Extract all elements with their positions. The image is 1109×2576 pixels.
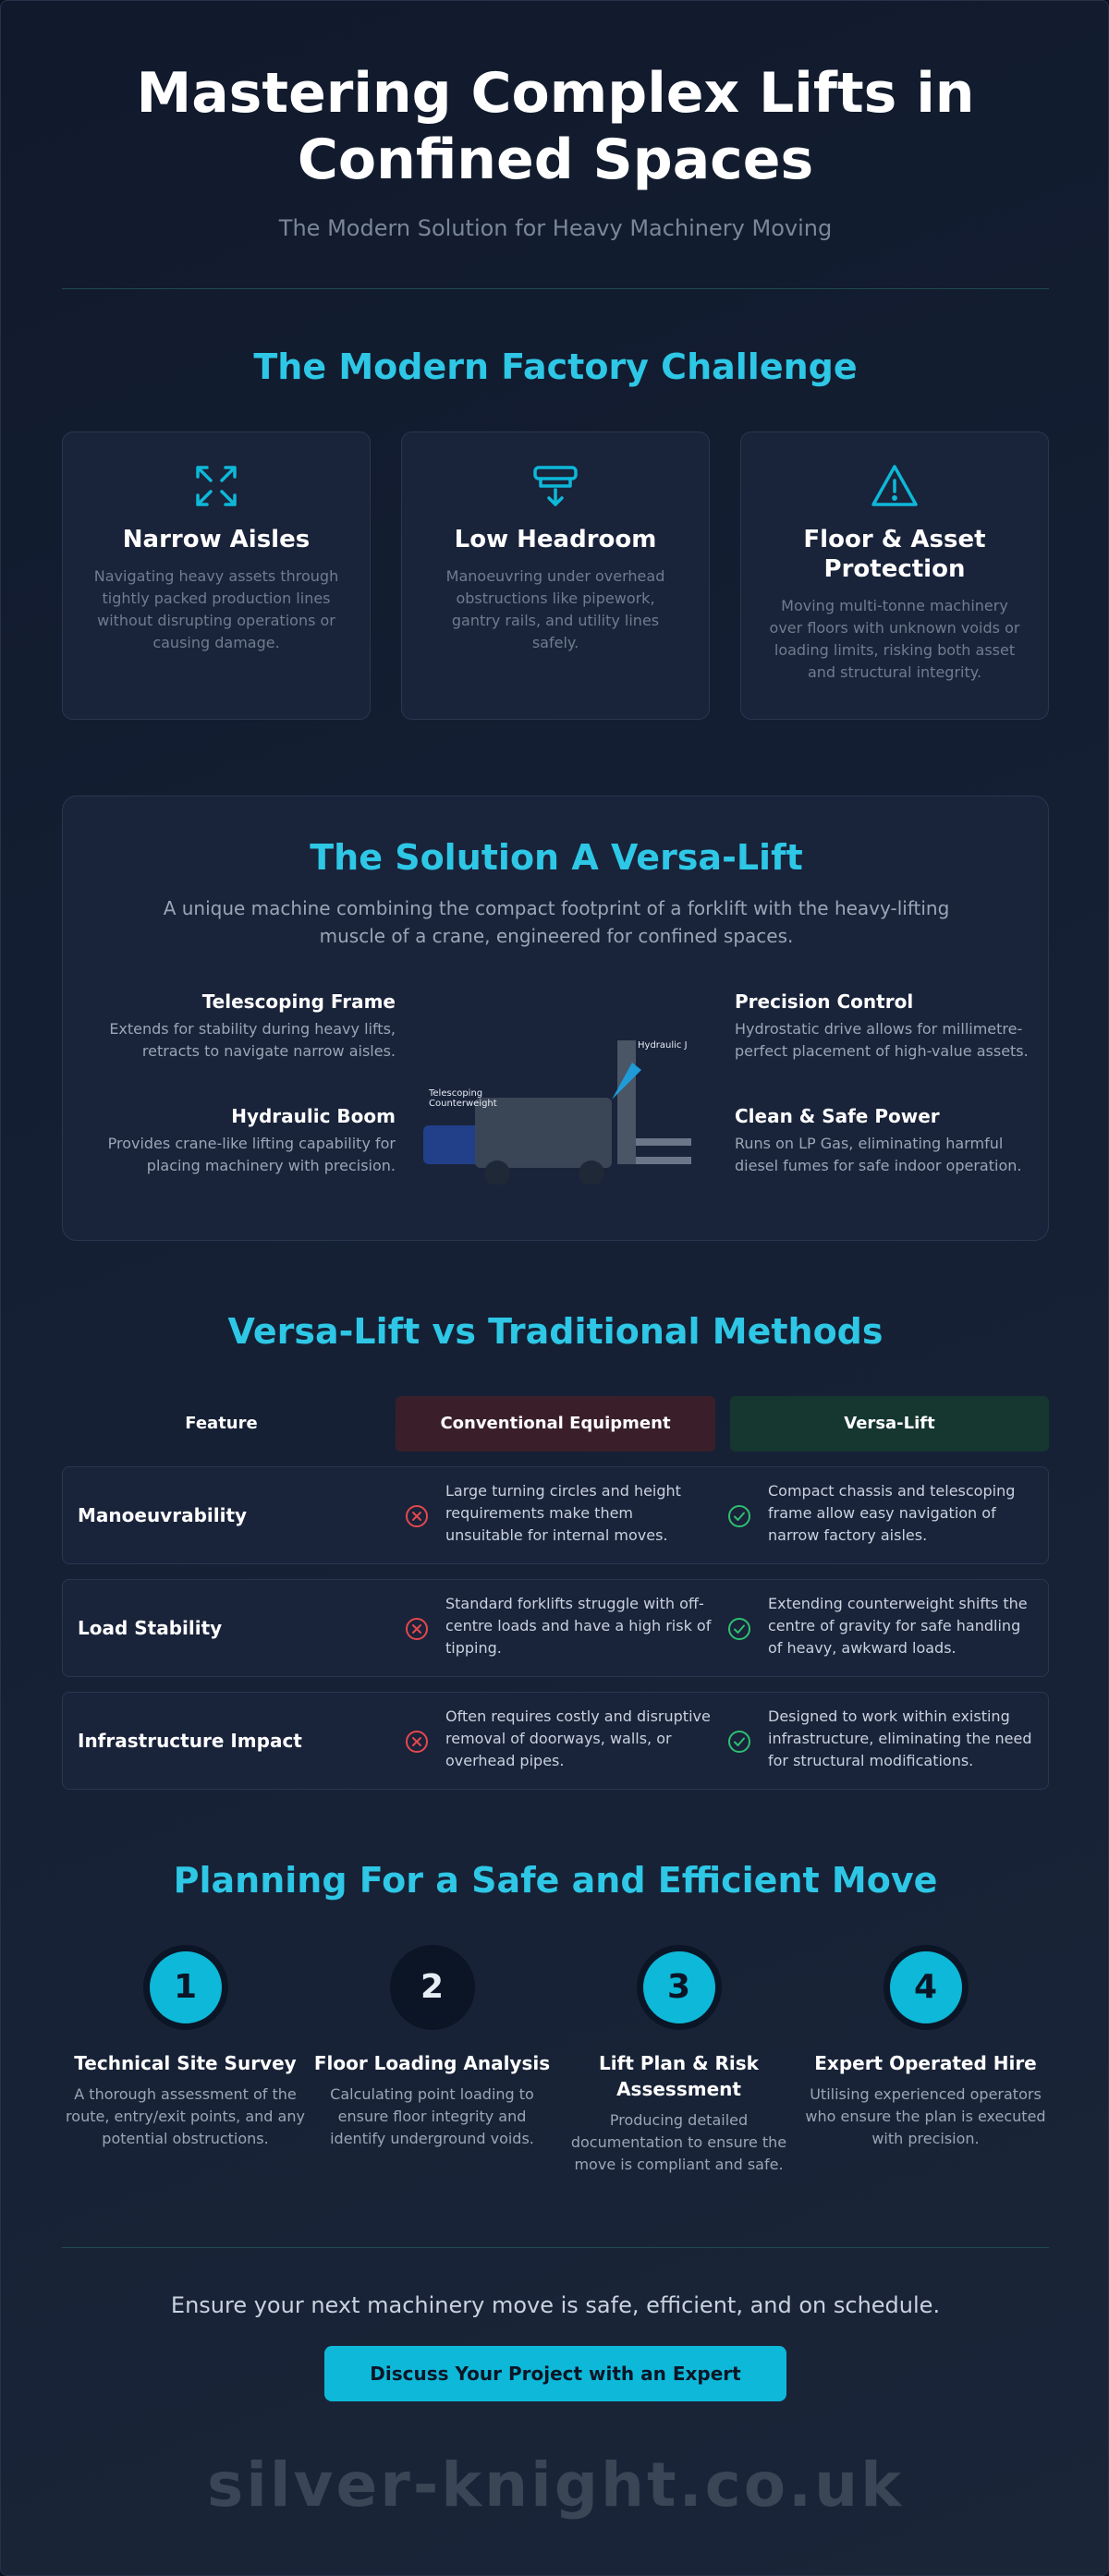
versa-lift-diagram bbox=[423, 1018, 701, 1185]
headroom-pipe-icon bbox=[531, 462, 579, 510]
card-text: Manoeuvring under overhead obstructions like pipework, gantry rails, and utility lines safely. bbox=[445, 567, 665, 651]
card-title: Floor & Asset Protection bbox=[803, 526, 986, 583]
step-text: A thorough assessment of the route, entry/exit points, and any potential obstructions. bbox=[66, 2085, 305, 2147]
row-versa-lift: Extending counterweight shifts the centre of gravity for safe handling of heavy, awkward loads. bbox=[768, 1595, 1028, 1657]
feature-text: Extends for stability during heavy lifts, retracts to navigate narrow aisles. bbox=[109, 1020, 396, 1060]
step-number-badge: 3 bbox=[637, 1945, 722, 2030]
counterweight-label-line-2: Counterweight bbox=[429, 1099, 497, 1109]
feature-telescoping-frame bbox=[100, 990, 396, 1063]
brand-url: silver-knight.co.uk bbox=[206, 2449, 905, 2521]
check-circle-icon bbox=[727, 1504, 751, 1528]
feature-title: Clean & Safe Power bbox=[735, 1105, 940, 1127]
fork-lower bbox=[636, 1157, 691, 1164]
planning-steps bbox=[62, 1945, 1049, 2185]
card-title: Low Headroom bbox=[454, 526, 657, 553]
solution-panel bbox=[62, 796, 1049, 1241]
step-text: Utilising experienced operators who ensure the plan is executed with precision. bbox=[805, 2085, 1046, 2147]
feature-text: Runs on LP Gas, eliminating harmful diesel fumes for safe indoor operation. bbox=[735, 1135, 1022, 1174]
feature-title: Precision Control bbox=[735, 990, 914, 1013]
step-title: Lift Plan & Risk Assessment bbox=[599, 2052, 759, 2100]
card-text: Moving multi-tonne machinery over floors with unknown voids or loading limits, risking both asset and structural integrity. bbox=[769, 597, 1020, 681]
row-feature: Infrastructure Impact bbox=[78, 1730, 302, 1752]
cross-circle-icon bbox=[405, 1617, 429, 1641]
step-title: Floor Loading Analysis bbox=[313, 2052, 551, 2074]
cross-circle-icon bbox=[405, 1504, 429, 1528]
check-circle-icon bbox=[727, 1617, 751, 1641]
table-row bbox=[62, 1692, 1049, 1790]
card-text: Navigating heavy assets through tightly packed production lines without disrupting operations or causing damage. bbox=[93, 567, 339, 651]
row-conventional: Large turning circles and height requirements make them unsuitable for internal moves. bbox=[445, 1482, 681, 1544]
comparison-table-header bbox=[62, 1396, 1049, 1452]
header-feature: Feature bbox=[185, 1414, 258, 1433]
cross-circle-icon bbox=[405, 1730, 429, 1754]
fork-upper bbox=[636, 1138, 691, 1146]
row-versa-lift: Designed to work within existing infrastructure, eliminating the need for structural modifications. bbox=[768, 1707, 1032, 1769]
step-text: Calculating point loading to ensure floor integrity and identify underground voids. bbox=[330, 2085, 534, 2147]
feature-text: Hydrostatic drive allows for millimetre-perfect placement of high-value assets. bbox=[735, 1020, 1029, 1060]
feature-clean-safe-power bbox=[735, 1105, 1030, 1177]
row-conventional: Standard forklifts struggle with off-centre loads and have a high risk of tipping. bbox=[445, 1595, 712, 1657]
step-number-badge: 4 bbox=[884, 1945, 969, 2030]
counterweight-shape bbox=[423, 1125, 481, 1164]
challenge-card-floor-protection bbox=[740, 431, 1049, 720]
mast-shape bbox=[617, 1040, 636, 1164]
feature-text: Provides crane-like lifting capability for placing machinery with precision. bbox=[107, 1135, 396, 1174]
step-number-badge: 2 bbox=[390, 1945, 475, 2030]
solution-description: A unique machine combining the compact footprint of a forklift with the heavy-lifting muscle of a crane, engineered for confined spaces. bbox=[163, 897, 950, 947]
step-floor-loading bbox=[309, 1945, 555, 2150]
row-conventional: Often requires costly and disruptive removal of doorways, walls, or overhead pipes. bbox=[445, 1707, 711, 1769]
row-versa-lift: Compact chassis and telescoping frame allow easy navigation of narrow factory aisles. bbox=[768, 1482, 1016, 1544]
feature-title: Telescoping Frame bbox=[201, 990, 396, 1013]
step-title: Technical Site Survey bbox=[74, 2052, 297, 2074]
header-conventional: Conventional Equipment bbox=[396, 1396, 715, 1452]
feature-precision-control bbox=[735, 990, 1030, 1063]
challenge-card-low-headroom bbox=[401, 431, 710, 720]
challenge-section-title: The Modern Factory Challenge bbox=[253, 346, 858, 387]
page-title-line-1: Mastering Complex Lifts in bbox=[136, 61, 975, 126]
challenge-card-narrow-aisles bbox=[62, 431, 371, 720]
step-title: Expert Operated Hire bbox=[814, 2052, 1037, 2074]
table-row bbox=[62, 1579, 1049, 1677]
header-versa-lift: Versa-Lift bbox=[730, 1396, 1049, 1452]
expand-arrows-icon bbox=[192, 462, 240, 510]
row-feature: Load Stability bbox=[78, 1617, 223, 1639]
step-text: Producing detailed documentation to ensure the move is compliant and safe. bbox=[570, 2111, 787, 2173]
table-row bbox=[62, 1466, 1049, 1564]
step-lift-plan bbox=[555, 1945, 802, 2176]
feature-hydraulic-boom bbox=[100, 1105, 396, 1177]
step-site-survey bbox=[62, 1945, 309, 2150]
discuss-project-button[interactable]: Discuss Your Project with an Expert bbox=[324, 2346, 786, 2401]
header-divider bbox=[62, 288, 1049, 289]
counterweight-label-line-1: Telescoping bbox=[429, 1088, 483, 1099]
page-title bbox=[1, 60, 1109, 193]
check-circle-icon bbox=[727, 1730, 751, 1754]
step-number-badge: 1 bbox=[143, 1945, 228, 2030]
step-operated-hire bbox=[802, 1945, 1049, 2150]
page-subtitle: The Modern Solution for Heavy Machinery Moving bbox=[278, 215, 833, 241]
planning-section-title: Planning For a Safe and Efficient Move bbox=[173, 1860, 938, 1901]
comparison-section-title: Versa-Lift vs Traditional Methods bbox=[227, 1311, 884, 1352]
challenge-cards bbox=[62, 431, 1049, 720]
card-title: Narrow Aisles bbox=[122, 526, 311, 553]
footer-divider bbox=[62, 2247, 1049, 2248]
row-feature: Manoeuvrability bbox=[78, 1504, 248, 1526]
jib-label: Hydraulic J bbox=[638, 1040, 688, 1051]
feature-title: Hydraulic Boom bbox=[231, 1105, 396, 1127]
warning-triangle-icon bbox=[871, 462, 919, 510]
solution-title: The Solution A Versa-Lift bbox=[310, 837, 803, 878]
page-title-line-2: Confined Spaces bbox=[297, 128, 814, 192]
cta-text: Ensure your next machinery move is safe, efficient, and on schedule. bbox=[170, 2292, 941, 2318]
